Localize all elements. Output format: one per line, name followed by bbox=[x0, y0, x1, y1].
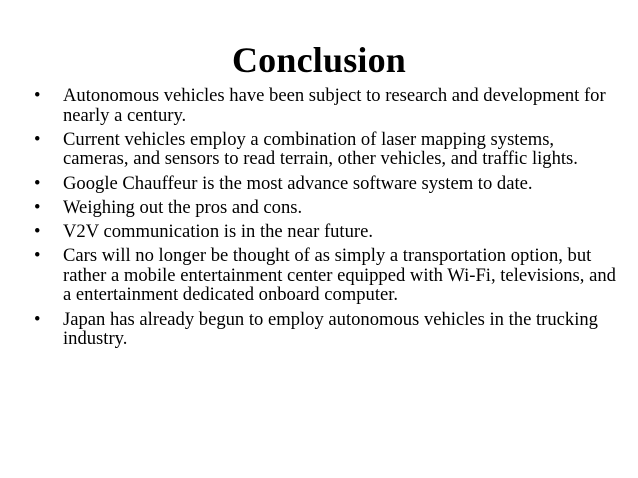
bullet-point-icon: • bbox=[34, 128, 41, 150]
bullet-point-icon: • bbox=[34, 172, 41, 194]
bullet-item bbox=[34, 86, 624, 125]
bullet-text: Weighing out the pros and cons. bbox=[63, 196, 303, 218]
bullet-point-icon: • bbox=[34, 245, 41, 267]
bullet-text: Cars will no longer be thought of as simply a transportation option, but rather a mobile entertainment center equipped with Wi-Fi, televisions, and a entertainment dedicated onboard computer. bbox=[63, 245, 616, 306]
bullet-item bbox=[34, 198, 624, 218]
bullet-point-icon: • bbox=[34, 196, 41, 218]
bullet-item bbox=[34, 174, 624, 194]
bullet-point-icon: • bbox=[34, 220, 41, 242]
bullet-text: Japan has already begun to employ autonomous vehicles in the trucking industry. bbox=[63, 308, 598, 350]
bullet-point-icon: • bbox=[34, 308, 41, 330]
bullet-list bbox=[34, 86, 624, 353]
slide-title: Conclusion bbox=[231, 40, 407, 80]
bullet-item bbox=[34, 246, 624, 305]
bullet-item bbox=[34, 130, 624, 169]
bullet-text: Google Chauffeur is the most advance software system to date. bbox=[63, 172, 533, 194]
bullet-point-icon: • bbox=[34, 85, 41, 106]
bullet-text: V2V communication is in the near future. bbox=[63, 220, 373, 242]
bullet-item bbox=[34, 310, 624, 349]
bullet-text: Current vehicles employ a combination of laser mapping systems, cameras, and sensors to read terrain, other vehicles, and traffic lights. bbox=[63, 128, 578, 170]
bullet-item bbox=[34, 222, 624, 242]
bullet-text: Autonomous vehicles have been subject to research and development for nearly a century. bbox=[63, 85, 606, 126]
